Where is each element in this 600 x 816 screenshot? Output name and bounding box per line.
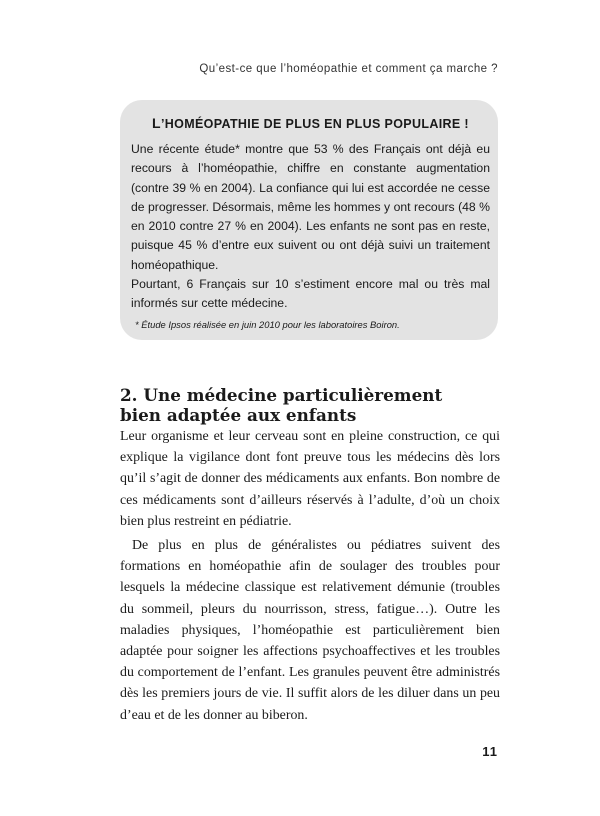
page-number: 11 <box>482 744 498 759</box>
info-box-paragraph: Pourtant, 6 Français sur 10 s’estiment encore mal ou très mal informés sur cette médecine. <box>131 277 490 311</box>
section-heading <box>120 385 500 425</box>
info-box <box>120 100 498 340</box>
info-box-title-initial: L <box>152 115 161 131</box>
info-box-paragraph: Une récente étude* montre que 53 % des Français ont déjà eu recours à l’homéopathie, chiffre en constante augmentation (contre 39 % en 2004). La confiance qui lui est accordée ne cesse de progresser. Désormais, même les hommes y ont recours (48 % en 2010 contre 27 % en 2004). Les enfants ne sont pas en reste, puisque 45 % d’entre eux suivent ou ont déjà suivi un traitement homéopathique. <box>131 142 490 272</box>
section-heading-line: 2. Une médecine particulièrement <box>120 385 443 405</box>
body-paragraph: Leur organisme et leur cerveau sont en pleine construction, ce qui explique la vigilance dont font preuve tous les médecins dès lors qu’il s’agit de donner des médicaments aux enfants. Bon nombre de ces médicaments sont d’ailleurs réservés à l’adulte, d’où un choix bien plus restreint en pédiatrie. <box>120 429 500 529</box>
info-box-footnote: * Étude Ipsos réalisée en juin 2010 pour les laboratoires Boiron. <box>135 318 400 330</box>
info-box-body <box>131 140 490 314</box>
info-box-title-rest: ’HOMÉOPATHIE DE PLUS EN PLUS POPULAIRE ! <box>160 117 469 131</box>
body-paragraph: De plus en plus de généralistes ou pédiatres suivent des formations en homéopathie afin de soulager des troubles pour lesquels la médecine classique est relativement démunie (troubles du sommeil, pleurs du nourrisson, stress, fatigue…). Outre les maladies physiques, l’homéopathie est particulièrement bien adaptée pour soigner les affections psychoaffectives et les troubles du comportement de l’enfant. Les granules peuvent être administrés dès les premiers jours de vie. Il suffit alors de les diluer dans un peu d’eau et de les donner au biberon. <box>120 538 500 723</box>
section-heading-line: bien adaptée aux enfants <box>120 405 357 425</box>
info-box-title <box>131 114 490 133</box>
body-text <box>120 426 500 726</box>
running-header: Qu’est-ce que l’homéopathie et comment ça marche ? <box>199 63 498 75</box>
